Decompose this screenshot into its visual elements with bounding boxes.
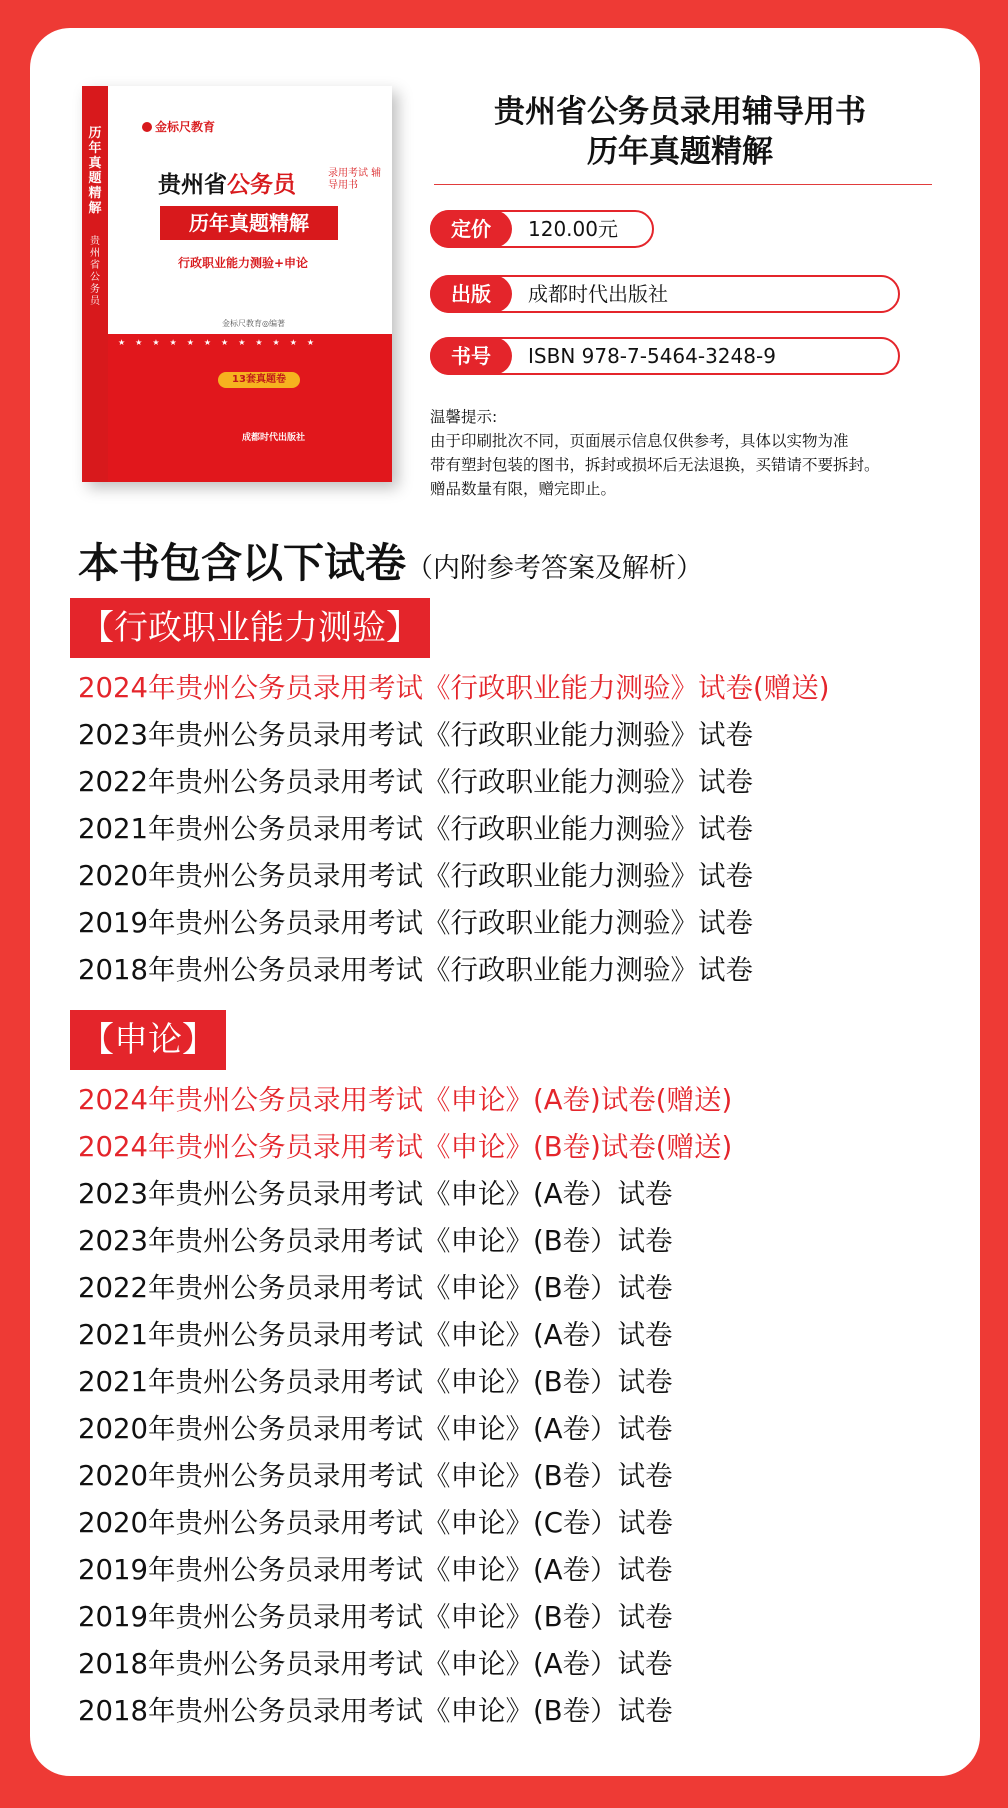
- list-item: 2018年贵州公务员录用考试《申论》(A卷）试卷: [78, 1648, 673, 1680]
- book-cover-image: [82, 86, 392, 482]
- cover-title-tag: 录用考试 辅导用书: [328, 168, 382, 191]
- book-title: [430, 92, 930, 172]
- section-tag-shenlun: 【申论】: [70, 1010, 226, 1070]
- list-item: 2024年贵州公务员录用考试《申论》(B卷)试卷(赠送): [78, 1131, 733, 1163]
- list-item: 2023年贵州公务员录用考试《申论》(B卷）试卷: [78, 1225, 673, 1257]
- cover-band: 历年真题精解: [160, 206, 338, 240]
- price-label: 定价: [430, 210, 512, 248]
- cover-subtitle: 行政职业能力测验+申论: [178, 256, 309, 270]
- list-item: 2021年贵州公务员录用考试《行政职业能力测验》试卷: [78, 813, 753, 845]
- spine-subtitle: 贵州省公务员: [90, 236, 100, 307]
- list-item: 2024年贵州公务员录用考试《申论》(A卷)试卷(赠送): [78, 1084, 733, 1116]
- list-item: 2018年贵州公务员录用考试《行政职业能力测验》试卷: [78, 954, 753, 986]
- list-item: 2022年贵州公务员录用考试《申论》(B卷）试卷: [78, 1272, 673, 1304]
- list-item: 2019年贵州公务员录用考试《申论》(B卷）试卷: [78, 1601, 673, 1633]
- book-spine: [82, 86, 108, 482]
- list-item: 2024年贵州公务员录用考试《行政职业能力测验》试卷(赠送): [78, 672, 830, 704]
- cover-red-panel: [108, 334, 392, 482]
- publisher-label: 出版: [430, 275, 512, 313]
- publisher-value: 成都时代出版社: [528, 282, 668, 306]
- price-pill: [430, 210, 654, 248]
- price-value: 120.00元: [528, 217, 618, 241]
- notice: [430, 405, 880, 501]
- notice-line: 由于印刷批次不同，页面展示信息仅供参考，具体以实物为准: [430, 432, 849, 450]
- list-item: 2021年贵州公务员录用考试《申论》(A卷）试卷: [78, 1319, 673, 1351]
- spine-title: 历年真题精解: [88, 126, 102, 216]
- cover-brand-text: 金标尺教育: [155, 120, 216, 134]
- cover-brand-logo: [142, 118, 215, 135]
- cover-title: [158, 166, 296, 199]
- notice-line: 赠品数量有限，赠完即止。: [430, 480, 617, 498]
- contents-heading-note: （内附参考答案及解析）: [406, 553, 703, 584]
- isbn-label: 书号: [430, 337, 512, 375]
- cover-badge: 13套真题卷: [218, 372, 300, 388]
- section2-list: [78, 1077, 732, 1735]
- list-item: 2020年贵州公务员录用考试《申论》(A卷）试卷: [78, 1413, 673, 1445]
- title-divider: [434, 184, 932, 185]
- list-item: 2019年贵州公务员录用考试《行政职业能力测验》试卷: [78, 907, 753, 939]
- contents-heading: [78, 530, 703, 589]
- contents-heading-main: 本书包含以下试卷: [78, 539, 406, 587]
- list-item: 2018年贵州公务员录用考试《申论》(B卷）试卷: [78, 1695, 673, 1727]
- isbn-pill: [430, 337, 900, 375]
- notice-line: 带有塑封包装的图书，拆封或损坏后无法退换，买错请不要拆封。: [430, 456, 880, 474]
- list-item: 2020年贵州公务员录用考试《申论》(C卷）试卷: [78, 1507, 673, 1539]
- cover-title-highlight: 公务员: [227, 172, 296, 198]
- book-title-line2: 历年真题精解: [587, 134, 773, 170]
- cover-title-prefix: 贵州省: [158, 172, 227, 198]
- isbn-value: ISBN 978-7-5464-3248-9: [528, 344, 776, 368]
- list-item: 2022年贵州公务员录用考试《行政职业能力测验》试卷: [78, 766, 753, 798]
- list-item: 2023年贵州公务员录用考试《行政职业能力测验》试卷: [78, 719, 753, 751]
- brand-logo-icon: [142, 122, 152, 132]
- book-title-line1: 贵州省公务员录用辅导用书: [494, 94, 866, 130]
- list-item: 2020年贵州公务员录用考试《申论》(B卷）试卷: [78, 1460, 673, 1492]
- cover-author: 金标尺教育◎编著: [222, 319, 285, 328]
- list-item: 2023年贵州公务员录用考试《申论》(A卷）试卷: [78, 1178, 673, 1210]
- list-item: 2019年贵州公务员录用考试《申论》(A卷）试卷: [78, 1554, 673, 1586]
- cover-stars: ★★★★★★★★★★★★: [118, 338, 325, 347]
- notice-line: 温馨提示:: [430, 408, 498, 426]
- section-tag-xingce: 【行政职业能力测验】: [70, 598, 430, 658]
- list-item: 2020年贵州公务员录用考试《行政职业能力测验》试卷: [78, 860, 753, 892]
- section1-list: [78, 665, 829, 994]
- publisher-pill: [430, 275, 900, 313]
- cover-publisher: 成都时代出版社: [242, 433, 306, 443]
- list-item: 2021年贵州公务员录用考试《申论》(B卷）试卷: [78, 1366, 673, 1398]
